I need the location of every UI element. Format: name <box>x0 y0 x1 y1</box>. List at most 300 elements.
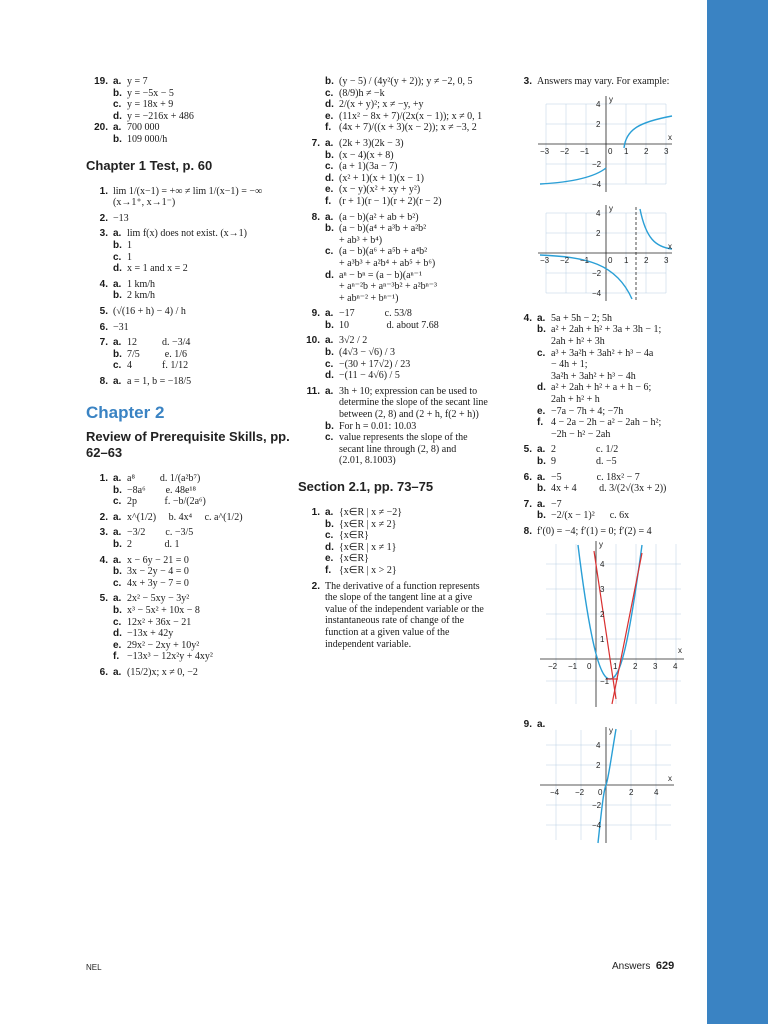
part-letter: d. <box>113 263 122 275</box>
footer-page-info <box>612 960 674 972</box>
answer-row <box>86 527 298 539</box>
answer-row <box>298 581 508 593</box>
answer-text: + aⁿ⁻²b + aⁿ⁻³b² + a²bⁿ⁻³ <box>339 281 438 293</box>
answer-text: 10 d. about 7.68 <box>339 319 439 331</box>
answer-text: (15/2)x; x ≠ 0, −2 <box>127 666 198 678</box>
tick-label: 1 <box>613 662 618 672</box>
answer-text: For h = 0.01: 10.03 <box>339 420 417 432</box>
answer-row <box>86 263 298 275</box>
answer-text: determine the slope of the secant line <box>339 397 488 409</box>
part-letter: e. <box>113 639 122 651</box>
answer-row <box>86 290 298 302</box>
answer-text: x − 6y − 21 = 0 <box>127 554 189 566</box>
tick-label: 4 <box>596 740 601 750</box>
question-number: 9. <box>523 719 532 731</box>
part-letter: c. <box>537 347 546 359</box>
tick-label: −2 <box>592 269 602 279</box>
question-number: 10. <box>306 335 320 347</box>
answer-text: 29x² − 2xy + 10y² <box>127 639 200 651</box>
answer-text: 9 d. −5 <box>551 455 617 467</box>
part-letter: e. <box>537 405 546 417</box>
answer-row <box>298 507 508 519</box>
tick-label: −4 <box>592 289 602 299</box>
answer-row <box>298 359 508 371</box>
answer-text: 2p f. −b/(2a⁶) <box>127 496 206 508</box>
answer-row <box>298 565 508 577</box>
answer-row <box>298 293 508 305</box>
part-letter: c. <box>325 358 334 370</box>
answer-row <box>86 578 298 590</box>
answer-text: (4√3 − √6) / 3 <box>339 347 396 359</box>
answer-row <box>86 134 298 146</box>
answer-text: −8a⁶ e. 48e¹⁸ <box>127 484 196 496</box>
part-letter: f. <box>113 651 120 663</box>
part-letter: b. <box>325 420 334 432</box>
part-letter: a. <box>113 278 122 290</box>
answer-text: (r + 1)(r − 1)(r + 2)(r − 2) <box>339 195 442 207</box>
tick-label: −1 <box>580 256 590 266</box>
answer-row <box>298 223 508 235</box>
answer-text: 3h + 10; expression can be used to <box>339 385 478 397</box>
answer-text: 4 − 2a − 2h − a² − 2ah − h²; <box>551 417 662 429</box>
answer-row <box>298 542 508 554</box>
answer-text: (x − y)(x² + xy + y²) <box>339 184 421 196</box>
answer-row <box>298 173 508 185</box>
tick-label: −2 <box>548 662 558 672</box>
part-letter: c. <box>113 99 122 111</box>
part-letter: d. <box>325 541 334 553</box>
part-letter: c. <box>325 246 334 258</box>
answer-row <box>298 409 508 421</box>
answer-row <box>86 496 298 508</box>
answer-text: 1 <box>127 251 132 263</box>
answer-text: x^(1/2) b. 4x⁴ c. a^(1/2) <box>127 511 243 523</box>
part-letter: b. <box>113 133 122 145</box>
answer-text: x = 1 and x = 2 <box>127 263 188 275</box>
part-letter: a. <box>325 507 334 518</box>
question-number: 3. <box>99 228 108 240</box>
tick-label: 3 <box>664 256 669 266</box>
part-letter: b. <box>113 566 122 578</box>
tick-label: −3 <box>540 146 550 156</box>
footer-publisher: NEL <box>86 963 102 972</box>
answer-row <box>510 382 702 394</box>
answer-text: −13 <box>113 212 129 224</box>
part-letter: d. <box>113 628 122 640</box>
answer-row <box>86 617 298 629</box>
part-letter: b. <box>537 324 546 336</box>
axis-x-label: x <box>678 646 682 656</box>
tick-label: 1 <box>600 635 605 645</box>
answer-text: (2.01, 8.1003) <box>339 455 396 467</box>
answer-text: f′(0) = −4; f′(1) = 0; f′(2) = 4 <box>537 525 652 537</box>
part-letter: b. <box>537 510 546 522</box>
axis-y-label: y <box>609 204 613 214</box>
answer-row <box>86 376 298 388</box>
tick-label: 3 <box>653 662 658 672</box>
part-letter: a. <box>325 308 334 320</box>
page-number: 629 <box>655 960 675 972</box>
answer-text: (a − b)(a⁶ + a⁵b + a⁴b² <box>339 246 428 258</box>
part-letter: d. <box>325 370 334 382</box>
answer-text: (2k + 3)(2k − 3) <box>339 137 404 149</box>
answer-row <box>86 667 298 679</box>
part-letter: a. <box>113 473 122 485</box>
answer-text: (4x + 7)/((x + 3)(x − 2)); x ≠ −3, 2 <box>339 122 477 134</box>
part-letter: e. <box>325 184 334 196</box>
answer-text: (11x² − 8x + 7)/(2x(x − 1)); x ≠ 0, 1 <box>339 110 483 122</box>
part-letter: a. <box>113 527 122 539</box>
answer-text: + abⁿ⁻² + bⁿ⁻¹) <box>339 292 399 304</box>
answer-row <box>86 539 298 551</box>
tick-label: 1 <box>624 256 629 266</box>
answer-row <box>86 186 298 209</box>
tick-label: −4 <box>592 179 602 189</box>
question-number: 2. <box>311 580 320 592</box>
part-letter: f. <box>537 417 544 429</box>
part-letter: f. <box>325 122 332 134</box>
question-number: 1. <box>99 473 108 485</box>
part-letter: a. <box>537 498 546 510</box>
heading-review-prerequisite: Review of Prerequisite Skills, pp. 62–63 <box>86 429 290 461</box>
part-letter: b. <box>113 239 122 251</box>
part-letter: a. <box>537 312 546 324</box>
question-number: 3. <box>523 76 532 87</box>
answer-row <box>298 432 508 444</box>
part-letter: c. <box>325 432 334 444</box>
part-letter: c. <box>113 616 122 628</box>
answer-row <box>298 281 508 293</box>
answer-row <box>86 111 298 123</box>
answer-row <box>298 111 508 123</box>
axis-x-label: x <box>668 242 672 252</box>
part-letter: b. <box>113 539 122 551</box>
answer-row <box>298 138 508 150</box>
answer-row <box>86 349 298 361</box>
heading-section-2-1: Section 2.1, pp. 73–75 <box>298 479 434 494</box>
question-number: 6. <box>99 666 108 678</box>
answer-text: aⁿ − bⁿ = (a − b)(aⁿ⁻¹ <box>339 269 422 281</box>
answer-row <box>86 628 298 640</box>
answer-row <box>86 555 298 567</box>
answer-text: 1 <box>127 239 132 251</box>
answer-text: between (2, 8) and (2 + h, f(2 + h)) <box>339 409 479 421</box>
answer-row <box>298 530 508 542</box>
axis-y-label: y <box>609 94 613 104</box>
question-number: 20. <box>94 122 108 134</box>
answer-text: y = −216x + 486 <box>127 110 194 122</box>
answer-row <box>510 406 702 418</box>
tick-label: −3 <box>540 256 550 266</box>
answer-row <box>86 473 298 485</box>
answer-text: (8/9)h ≠ −k <box>339 87 385 99</box>
answer-row <box>86 322 298 334</box>
answer-row <box>86 360 298 372</box>
answer-text: secant line through (2, 8) and <box>339 443 457 455</box>
question-number: 3. <box>99 527 108 539</box>
part-letter: a. <box>325 335 334 347</box>
question-number: 4. <box>99 278 108 290</box>
tick-label: 4 <box>673 662 678 672</box>
answer-row <box>298 320 508 332</box>
answer-text: −7 <box>551 498 562 510</box>
tick-label: 4 <box>596 209 601 219</box>
chapter-title: Chapter 2 <box>86 403 165 423</box>
part-letter: a. <box>325 211 334 223</box>
answer-row <box>298 270 508 282</box>
question-number: 2. <box>99 511 108 523</box>
part-letter: e. <box>325 553 334 565</box>
answer-row <box>86 512 298 524</box>
answer-text: {x∈R} <box>339 530 369 542</box>
part-letter: b. <box>113 87 122 99</box>
answer-row <box>86 122 298 134</box>
question-number: 19. <box>94 76 108 87</box>
part-letter: e. <box>325 110 334 122</box>
part-letter: a. <box>325 385 334 397</box>
part-letter: d. <box>325 172 334 184</box>
answer-text: −17 c. 53/8 <box>339 308 412 320</box>
part-letter: b. <box>325 518 334 530</box>
answer-row <box>298 99 508 111</box>
answer-row <box>298 308 508 320</box>
part-letter: b. <box>325 149 334 161</box>
column-1 <box>86 76 298 679</box>
part-letter: a. <box>537 471 546 483</box>
answer-row <box>510 456 702 468</box>
tick-label: 2 <box>633 662 638 672</box>
answer-row <box>510 371 702 383</box>
part-letter: d. <box>113 110 122 122</box>
part-letter: d. <box>325 269 334 281</box>
answer-row <box>510 444 702 456</box>
question-number: 8. <box>523 525 532 537</box>
axis-y-label: y <box>609 725 613 735</box>
part-letter: a. <box>113 511 122 523</box>
part-letter: a. <box>113 554 122 566</box>
answer-text: −3/2 c. −3/5 <box>127 527 194 539</box>
answer-text: − 4h + 1; <box>551 359 588 371</box>
answer-text: 2 km/h <box>127 290 156 302</box>
answer-row <box>86 306 298 318</box>
answer-text: The derivative of a function represents <box>325 580 480 592</box>
question-number: 8. <box>311 211 320 223</box>
tick-label: 2 <box>600 610 605 620</box>
answer-text: −(30 + 17√2) / 23 <box>339 358 411 370</box>
answer-row <box>298 553 508 565</box>
question-number: 6. <box>99 321 108 333</box>
answer-row <box>510 472 702 484</box>
answer-row <box>86 605 298 617</box>
answer-row <box>298 519 508 531</box>
part-letter: c. <box>325 161 334 173</box>
answer-row <box>510 336 702 348</box>
answer-text: 7/5 e. 1/6 <box>127 348 187 360</box>
answer-row <box>298 76 508 88</box>
answer-text: y = 18x + 9 <box>127 99 174 111</box>
page-edge-tab <box>707 0 768 1024</box>
answer-row <box>510 394 702 406</box>
tick-label: −2 <box>560 146 570 156</box>
answer-text: 12x² + 36x − 21 <box>127 616 192 628</box>
answer-row <box>510 483 702 495</box>
answer-text: y = −5x − 5 <box>127 87 174 99</box>
answer-text: the slope of the tangent line at a give <box>325 592 473 604</box>
part-letter: f. <box>325 195 332 207</box>
answer-row <box>298 592 508 604</box>
answer-row <box>298 397 508 409</box>
answer-text: −(11 − 4√6) / 5 <box>339 370 400 382</box>
answer-text: −13x³ − 12x²y + 4xy² <box>127 651 213 663</box>
footer-section-name: Answers <box>612 961 651 972</box>
answer-text: −31 <box>113 321 129 333</box>
part-letter: b. <box>537 483 546 495</box>
tick-label: 1 <box>624 146 629 156</box>
tick-label: 2 <box>629 787 634 797</box>
column-3 <box>510 76 702 854</box>
answer-row <box>298 212 508 224</box>
tick-label: 0 <box>587 662 592 672</box>
answer-row <box>86 213 298 225</box>
question-number: 7. <box>311 137 320 149</box>
tick-label: −2 <box>592 159 602 169</box>
tick-label: 3 <box>600 585 605 595</box>
part-letter: a. <box>113 122 122 134</box>
part-letter: c. <box>113 251 122 263</box>
part-letter: b. <box>113 605 122 616</box>
answer-text: 2x² − 5xy − 3y² <box>127 593 190 605</box>
answer-row <box>86 76 298 88</box>
tick-label: 4 <box>600 560 605 570</box>
answer-row <box>298 604 508 616</box>
answer-text: Answers may vary. For example: <box>537 76 670 87</box>
answer-row <box>510 76 702 88</box>
question-number: 5. <box>523 444 532 456</box>
answer-text: a² + 2ah + h² + 3a + 3h − 1; <box>551 324 662 336</box>
tick-label: 2 <box>644 256 649 266</box>
part-letter: a. <box>113 666 122 678</box>
tick-label: 0 <box>608 256 613 266</box>
answer-row <box>86 640 298 652</box>
answer-row <box>298 347 508 359</box>
answer-row <box>510 510 702 522</box>
answer-text: + ab³ + b⁴) <box>339 234 383 246</box>
answer-row <box>510 499 702 511</box>
answer-text: −2h − h² − 2ah <box>551 428 611 440</box>
tick-label: −2 <box>592 800 602 810</box>
question-number: 9. <box>311 308 320 320</box>
answer-row <box>298 615 508 627</box>
part-letter: b. <box>113 484 122 496</box>
answer-row <box>298 88 508 100</box>
question-number: 7. <box>99 337 108 349</box>
axis-x-label: x <box>668 132 672 142</box>
answer-text: {x∈R | x ≠ 2} <box>339 518 397 530</box>
graph-8-derivative <box>536 539 702 713</box>
part-letter: b. <box>537 455 546 467</box>
question-number: 2. <box>99 212 108 224</box>
answer-row <box>510 313 702 325</box>
tick-label: −1 <box>600 677 610 687</box>
part-letter: a. <box>113 76 122 87</box>
answer-text: 4x + 3y − 7 = 0 <box>127 577 189 589</box>
tick-label: −1 <box>580 146 590 156</box>
answer-text: −2/(x − 1)² c. 6x <box>551 510 630 522</box>
answer-text: 3a²h + 3ah² + h³ − 4h <box>551 370 636 382</box>
answer-row <box>298 196 508 208</box>
answer-row <box>86 593 298 605</box>
part-letter: d. <box>537 382 546 394</box>
part-letter: a. <box>537 444 546 456</box>
part-letter: c. <box>325 87 334 99</box>
answer-text: a³ + 3a²h + 3ah² + h³ − 4a <box>551 347 654 359</box>
tick-label: −2 <box>575 787 585 797</box>
answer-text: −13x + 42y <box>127 628 174 640</box>
answer-text: {x∈R | x > 2} <box>339 564 397 576</box>
tick-label: 4 <box>596 99 601 109</box>
answer-text: 4x + 4 d. 3/(2√(3x + 2)) <box>551 483 667 495</box>
answer-row <box>298 335 508 347</box>
answer-row <box>510 324 702 336</box>
answer-row <box>298 455 508 467</box>
graph-3-example-2 <box>536 203 702 307</box>
part-letter: a. <box>325 137 334 149</box>
tick-label: −1 <box>568 662 578 672</box>
answer-row <box>86 279 298 291</box>
answer-text: a = 1, b = −18/5 <box>127 375 192 387</box>
part-letter: c. <box>325 530 334 542</box>
tick-label: 0 <box>598 787 603 797</box>
answer-row <box>298 246 508 258</box>
part-letter: a. <box>537 719 546 731</box>
answer-text: (y − 5) / (4y²(y + 2)); y ≠ −2, 0, 5 <box>339 76 473 87</box>
part-letter: b. <box>113 348 122 360</box>
tick-label: 2 <box>644 146 649 156</box>
answer-row <box>86 252 298 264</box>
part-letter: a. <box>113 593 122 605</box>
answer-text: −5 c. 18x² − 7 <box>551 471 640 483</box>
answer-text: x³ − 5x² + 10x − 8 <box>127 605 200 616</box>
question-number: 1. <box>311 507 320 518</box>
answer-row <box>510 359 702 371</box>
axis-y-label: y <box>599 540 603 550</box>
answer-text: 4 f. 1/12 <box>127 360 189 372</box>
graph-3-example-1 <box>536 94 702 198</box>
column-2 <box>298 76 508 650</box>
answer-row <box>86 240 298 252</box>
answer-text: 2 d. 1 <box>127 539 180 551</box>
answer-row <box>510 526 702 538</box>
answer-text: lim f(x) does not exist. (x→1) <box>127 228 247 240</box>
graph-9a <box>536 725 702 849</box>
tick-label: −4 <box>550 787 560 797</box>
answer-text: (a − b)(a² + ab + b²) <box>339 211 419 223</box>
answer-row <box>298 258 508 270</box>
answer-row <box>510 429 702 441</box>
answer-text: {x∈R | x ≠ 1} <box>339 541 397 553</box>
answer-text: 109 000/h <box>127 133 168 145</box>
answer-row <box>510 348 702 360</box>
answer-text: {x∈R | x ≠ −2} <box>339 507 403 518</box>
answer-row <box>298 122 508 134</box>
question-number: 1. <box>99 185 108 197</box>
answer-row <box>298 627 508 639</box>
part-letter: b. <box>325 76 334 87</box>
tick-label: 2 <box>596 119 601 129</box>
question-number: 5. <box>99 593 108 605</box>
part-letter: c. <box>113 577 122 589</box>
tick-label: 2 <box>596 229 601 239</box>
